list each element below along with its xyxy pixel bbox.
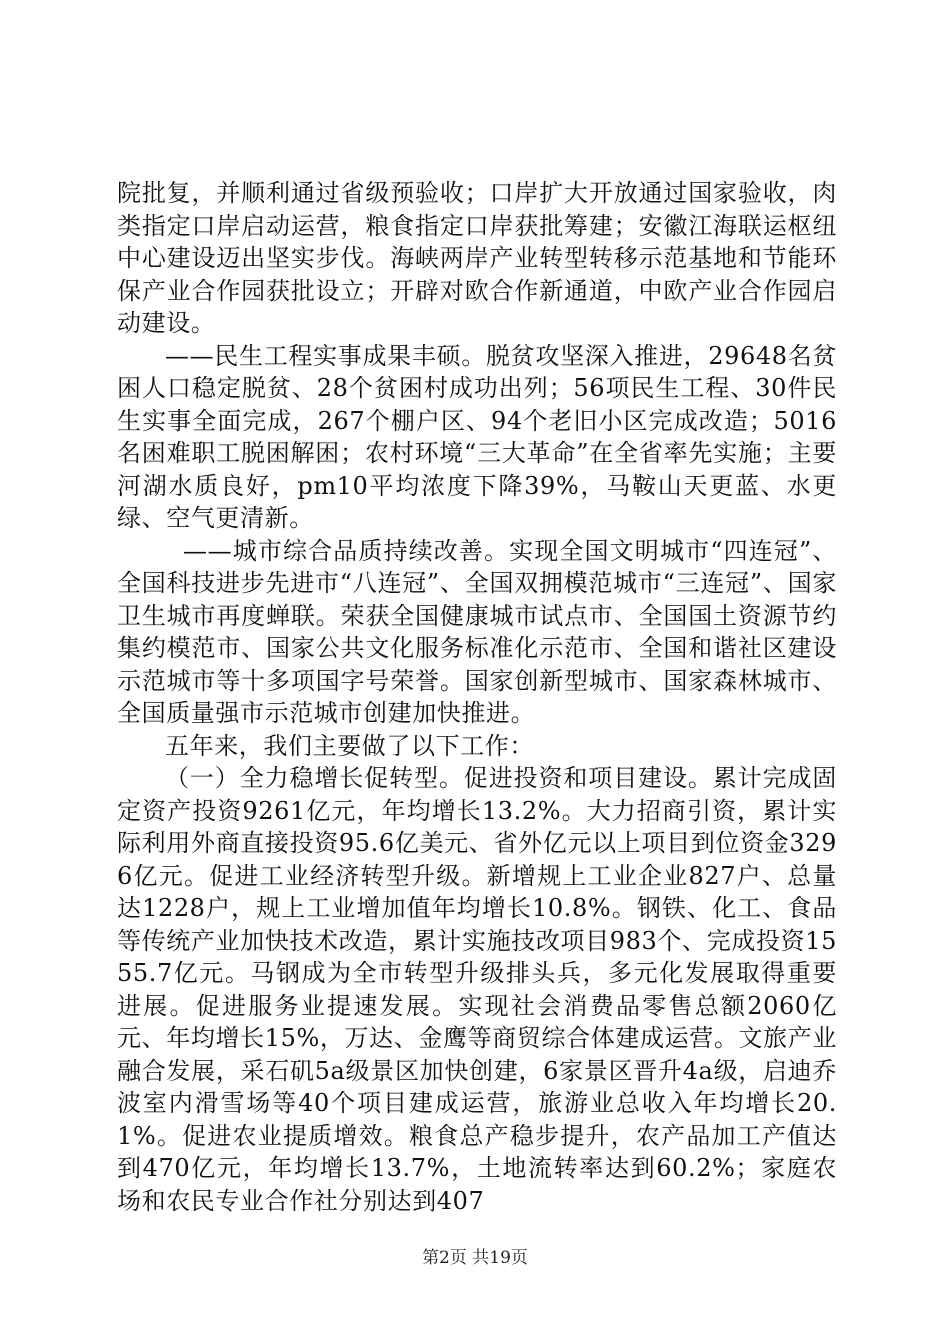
document-body — [117, 177, 837, 1217]
paragraph-five-years-intro: 五年来，我们主要做了以下工作： — [165, 731, 534, 760]
page-number-footer: 第2页 共19页 — [422, 1248, 528, 1268]
paragraph-livelihood: ——民生工程实事成果丰硕。脱贫攻坚深入推进，29648名贫困人口稳定脱贫、28个贫困村成功出列；56项民生工程、30件民生实事全面完成，267个棚户区、94个老旧小区完成改造；5016名困难职工脱困解困；农村环境“三大革命”在全省率先实施；主要河湖水质良好，pm10平均浓度下降39%，马鞍山天更蓝、水更绿、空气更清新。 — [117, 341, 837, 532]
paragraph-growth-transformation: （一）全力稳增长促转型。促进投资和项目建设。累计完成固定资产投资9261亿元，年均增长13.2%。大力招商引资，累计实际利用外商直接投资95.6亿美元、省外亿元以上项目到位资金3296亿元。促进工业经济转型升级。新增规上工业企业827户、总量达1228户，规上工业增加值年均增长10.8%。钢铁、化工、食品等传统产业加快技术改造，累计实施技改项目983个、完成投资1555.7亿元。马钢成为全市转型升级排头兵，多元化发展取得重要进展。促进服务业提速发展。实现社会消费品零售总额2060亿元、年均增长15%，万达、金鹰等商贸综合体建成运营。文旅产业融合发展，采石矶5a级景区加快创建，6家景区晋升4a级，启迪乔波室内滑雪场等40个项目建成运营，旅游业总收入年均增长20.1%。促进农业提质增效。粮食总产稳步提升，农产品加工产值达到470亿元，年均增长13.7%，土地流转率达到60.2%；家庭农场和农民专业合作社分别达到407 — [117, 764, 837, 1215]
paragraph-city-quality: ——城市综合品质持续改善。实现全国文明城市“四连冠”、全国科技进步先进市“八连冠”、全国双拥模范城市“三连冠”、国家卫生城市再度蝉联。荣获全国健康城市试点市、全国国土资源节约集约模范市、国家公共文化服务标准化示范市、全国和谐社区建设示范城市等十多项国字号荣誉。国家创新型城市、国家森林城市、全国质量强市示范城市创建加快推进。 — [117, 536, 837, 727]
paragraph-opening-continuation: 院批复，并顺利通过省级预验收；口岸扩大开放通过国家验收，肉类指定口岸启动运营，粮食指定口岸获批筹建；安徽江海联运枢纽中心建设迈出坚实步伐。海峡两岸产业转型转移示范基地和节能环保产业合作园获批设立；开辟对欧合作新通道，中欧产业合作园启动建设。 — [117, 179, 837, 337]
